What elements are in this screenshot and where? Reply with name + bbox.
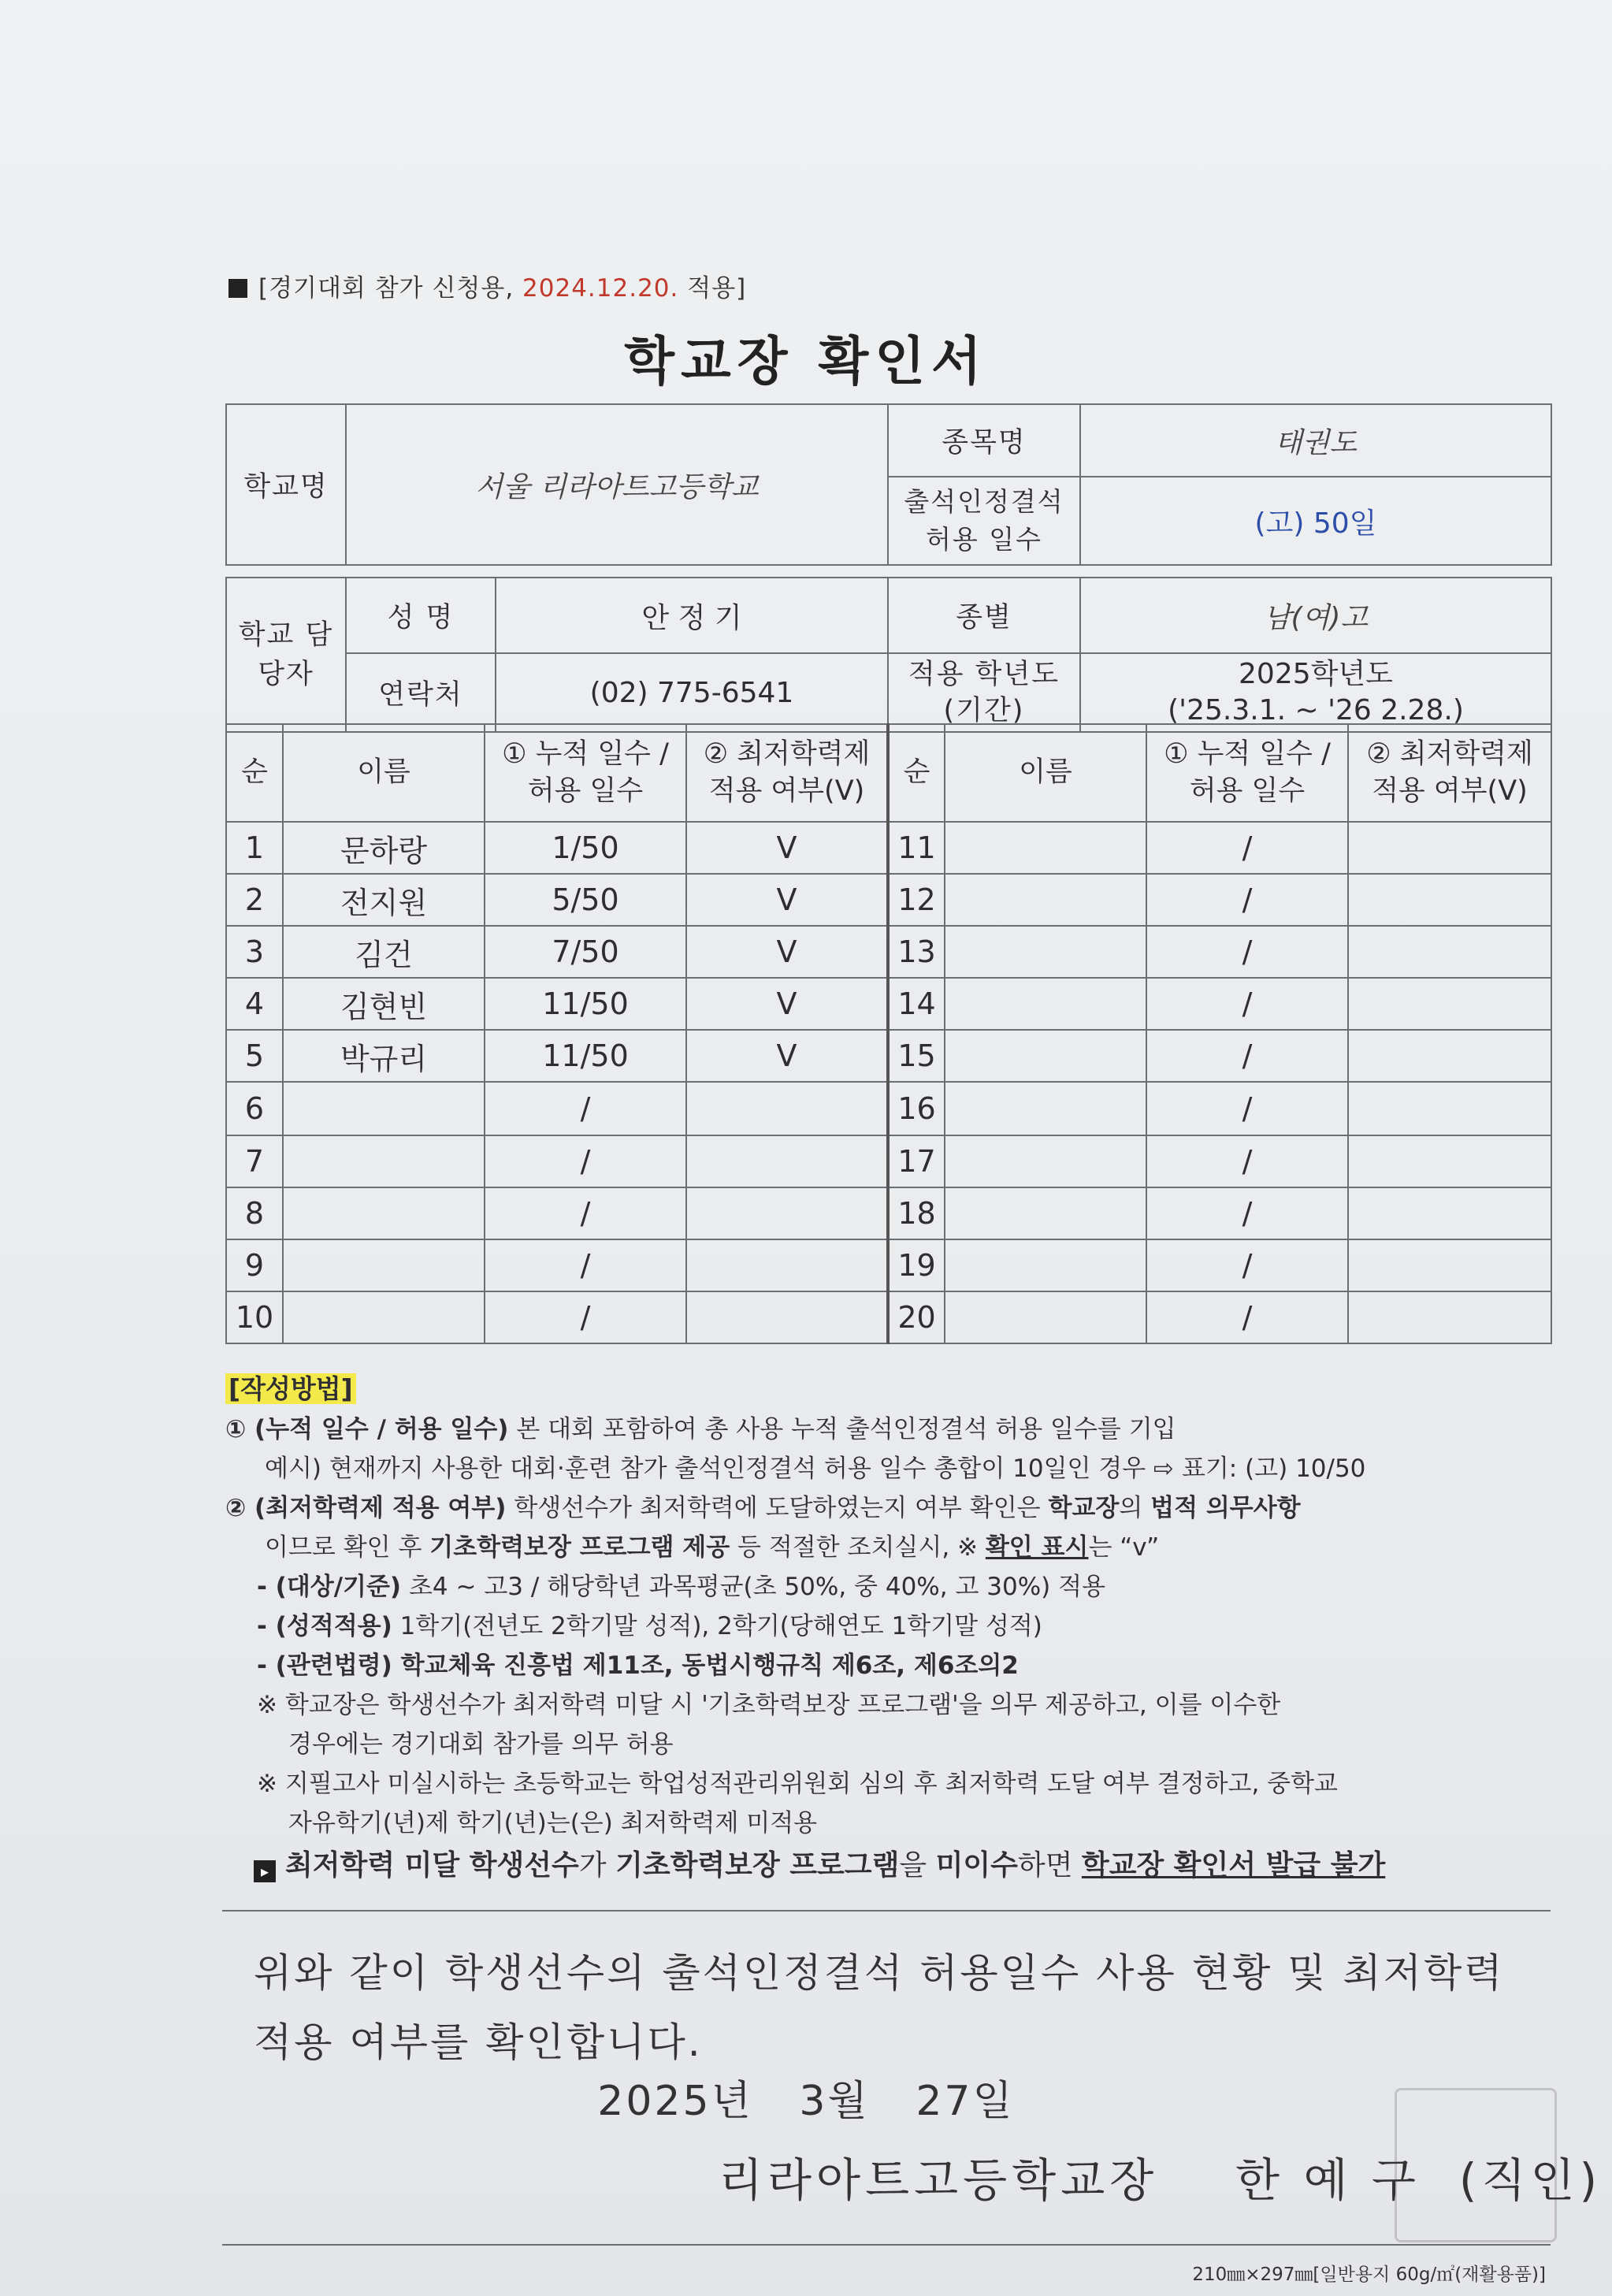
absence-days-used: 1/50 — [485, 822, 686, 874]
student-name — [945, 926, 1146, 978]
form-usage-note: [경기대회 참가 신청용, 2024.12.20. 적용] — [228, 268, 746, 303]
absence-days-used: / — [1146, 1135, 1348, 1187]
min-academic-check: V — [686, 926, 888, 978]
student-name: 박규리 — [283, 1030, 485, 1082]
min-academic-check: V — [686, 874, 888, 926]
roster-row — [226, 1082, 1551, 1135]
school-info-table — [225, 403, 1552, 733]
min-academic-check — [686, 1082, 888, 1135]
student-number: 17 — [888, 1135, 945, 1187]
col-min-header: ② 최저학력제 적용 여부(V) — [686, 724, 888, 822]
student-number: 19 — [888, 1239, 945, 1291]
arrow-box-icon: ▸ — [254, 1860, 276, 1882]
absence-days-used: / — [1146, 1030, 1348, 1082]
absence-days-used: 11/50 — [485, 1030, 686, 1082]
min-academic-check — [686, 1135, 888, 1187]
student-name — [283, 1187, 485, 1239]
confirmation-line-1: 위와 같이 학생선수의 출석인정결석 허용일수 사용 현황 및 최저학력 — [254, 1950, 1505, 1996]
student-name — [945, 874, 1146, 926]
student-name: 김건 — [283, 926, 485, 978]
roster-row — [226, 1291, 1551, 1343]
document-title: 학교장 확인서 — [624, 331, 988, 392]
student-number: 10 — [226, 1291, 283, 1343]
student-number: 16 — [888, 1082, 945, 1135]
sport-value: 태권도 — [1080, 404, 1551, 477]
roster-row — [226, 926, 1551, 978]
method-note-2: ※ 지필고사 미실시하는 초등학교는 학업성적관리위원회 심의 후 최저학력 도달 여부 결정하고, 중학교 — [257, 1770, 1339, 1798]
absence-days-used: / — [1146, 1187, 1348, 1239]
min-academic-check — [1348, 926, 1551, 978]
student-name — [945, 822, 1146, 874]
student-number: 3 — [226, 926, 283, 978]
student-number: 20 — [888, 1291, 945, 1343]
min-academic-check — [1348, 1030, 1551, 1082]
method-final-warning: ▸ 최저학력 미달 학생선수가 기초학력보장 프로그램을 미이수하면 학교장 확인서 발급 불가 — [225, 1846, 1565, 1885]
col-no-header: 순 — [226, 724, 283, 822]
absence-days-value: (고) 50일 — [1080, 477, 1551, 565]
student-name — [283, 1135, 485, 1187]
absence-days-used: / — [1146, 978, 1348, 1030]
student-number: 12 — [888, 874, 945, 926]
manager-contact-value: (02) 775-6541 — [496, 653, 888, 732]
col-name-header: 이름 — [945, 724, 1146, 822]
student-number: 9 — [226, 1239, 283, 1291]
roster-header-row — [226, 724, 1551, 822]
writing-method-section — [225, 1369, 1565, 1885]
absence-days-used: 7/50 — [485, 926, 686, 978]
absence-days-used: 11/50 — [485, 978, 686, 1030]
method-sub-law: - (관련법령) 학교체육 진흥법 제11조, 동법시행규칙 제6조, 제6조의2 — [257, 1651, 1019, 1680]
min-academic-check — [686, 1239, 888, 1291]
student-number: 11 — [888, 822, 945, 874]
method-sub-target: - (대상/기준) 초4 ~ 고3 / 해당학년 과목평균(초 50%, 중 40%, 고 30%) 적용 — [257, 1573, 1106, 1601]
school-manager-label: 학교 담당자 — [226, 578, 346, 732]
student-number: 4 — [226, 978, 283, 1030]
student-number: 7 — [226, 1135, 283, 1187]
student-number: 8 — [226, 1187, 283, 1239]
confirmation-statement — [254, 1938, 1562, 2077]
roster-row — [226, 822, 1551, 874]
student-number: 15 — [888, 1030, 945, 1082]
absence-days-used: / — [485, 1082, 686, 1135]
col-no-header: 순 — [888, 724, 945, 822]
applied-year-cell — [1080, 653, 1551, 732]
roster-row — [226, 1239, 1551, 1291]
student-name — [283, 1291, 485, 1343]
student-name — [945, 1030, 1146, 1082]
min-academic-check — [686, 1291, 888, 1343]
absence-days-label: 출석인정결석 허용 일수 — [888, 477, 1080, 565]
min-academic-check: V — [686, 1030, 888, 1082]
student-number: 14 — [888, 978, 945, 1030]
student-name — [945, 1082, 1146, 1135]
min-academic-check: V — [686, 822, 888, 874]
student-name — [945, 1291, 1146, 1343]
min-academic-check — [1348, 978, 1551, 1030]
applied-year-value: 2025학년도 — [1239, 658, 1393, 690]
paper-spec: 210㎜×297㎜[일반용지 60g/㎡(재활용품)] — [1192, 2264, 1546, 2285]
student-number: 1 — [226, 822, 283, 874]
student-name: 김현빈 — [283, 978, 485, 1030]
min-academic-check — [1348, 1239, 1551, 1291]
student-name: 문하랑 — [283, 822, 485, 874]
confirmation-line-2: 적용 여부를 확인합니다. — [254, 2019, 703, 2065]
student-roster-table — [225, 723, 1552, 1344]
student-name — [945, 1239, 1146, 1291]
manager-name-label: 성 명 — [346, 578, 496, 653]
absence-days-used: / — [485, 1239, 686, 1291]
student-number: 2 — [226, 874, 283, 926]
method-sub-grades: - (성적적용) 1학기(전년도 2학기말 성적), 2학기(당해연도 1학기말 성적) — [257, 1612, 1042, 1640]
square-bullet-icon — [228, 279, 247, 298]
absence-days-used: / — [485, 1135, 686, 1187]
roster-row — [226, 1030, 1551, 1082]
min-academic-check — [1348, 1291, 1551, 1343]
min-academic-check — [1348, 1082, 1551, 1135]
method-item-2-cont: 이므로 확인 후 기초학력보장 프로그램 제공 등 적절한 조치실시, ※ 확인 표시는 “v” — [265, 1533, 1160, 1562]
min-academic-check — [1348, 874, 1551, 926]
student-number: 6 — [226, 1082, 283, 1135]
school-name-label: 학교명 — [226, 404, 346, 565]
applied-year-label: 적용 학년도 (기간) — [888, 653, 1080, 732]
roster-row — [226, 874, 1551, 926]
gender-value: 남(여)고 — [1080, 578, 1551, 653]
manager-name-value: 안 정 기 — [496, 578, 888, 653]
sport-label: 종목명 — [888, 404, 1080, 477]
min-academic-check — [686, 1187, 888, 1239]
roster-body — [226, 822, 1551, 1343]
method-item-2: ② (최저학력제 적용 여부) 학생선수가 최저학력에 도달하였는지 여부 확인은 학교장의 법적 의무사항 — [225, 1494, 1301, 1522]
min-academic-check: V — [686, 978, 888, 1030]
col-days-header: ① 누적 일수 / 허용 일수 — [485, 724, 686, 822]
min-academic-check — [1348, 1187, 1551, 1239]
gender-label: 종별 — [888, 578, 1080, 653]
applied-date: 2024.12.20. — [522, 274, 679, 303]
student-name — [945, 1135, 1146, 1187]
student-name — [945, 1187, 1146, 1239]
student-name — [283, 1082, 485, 1135]
applied-year-period: ('25.3.1. ~ '26 2.28.) — [1168, 694, 1464, 726]
absence-days-used: / — [1146, 822, 1348, 874]
absence-days-used: / — [485, 1291, 686, 1343]
method-note-1-cont: 경우에는 경기대회 참가를 의무 허용 — [288, 1730, 674, 1759]
absence-days-used: / — [1146, 926, 1348, 978]
student-number: 13 — [888, 926, 945, 978]
divider-line — [222, 1910, 1551, 1911]
issue-date: 2025년 3월 27일 — [597, 2078, 1015, 2125]
student-name — [945, 978, 1146, 1030]
min-academic-check — [1348, 1135, 1551, 1187]
roster-row — [226, 978, 1551, 1030]
absence-days-used: / — [1146, 1239, 1348, 1291]
col-min-header: ② 최저학력제 적용 여부(V) — [1348, 724, 1551, 822]
col-name-header: 이름 — [283, 724, 485, 822]
method-item-1-example: 예시) 현재까지 사용한 대회·훈련 참가 출석인정결석 허용 일수 총합이 10일인 경우 ⇨ 표기: (고) 10/50 — [265, 1455, 1366, 1483]
roster-row — [226, 1135, 1551, 1187]
principal-signature: 리라아트고등학교장 한 예 구 (직인) — [719, 2153, 1603, 2207]
student-number: 18 — [888, 1187, 945, 1239]
roster-row — [226, 1187, 1551, 1239]
absence-days-used: 5/50 — [485, 874, 686, 926]
method-note-1: ※ 학교장은 학생선수가 최저학력 미달 시 '기초학력보장 프로그램'을 의무 제공하고, 이를 이수한 — [257, 1691, 1281, 1719]
min-academic-check — [1348, 822, 1551, 874]
absence-days-used: / — [485, 1187, 686, 1239]
absence-days-used: / — [1146, 874, 1348, 926]
student-name — [283, 1239, 485, 1291]
method-note-2-cont: 자유학기(년)제 학기(년)는(은) 최저학력제 미적용 — [288, 1809, 818, 1837]
divider-line — [222, 2244, 1551, 2246]
student-number: 5 — [226, 1030, 283, 1082]
school-name-value: 서울 리라아트고등학교 — [346, 404, 888, 565]
col-days-header: ① 누적 일수 / 허용 일수 — [1146, 724, 1348, 822]
absence-days-used: / — [1146, 1291, 1348, 1343]
manager-contact-label: 연락처 — [346, 653, 496, 732]
absence-days-used: / — [1146, 1082, 1348, 1135]
method-item-1: ① (누적 일수 / 허용 일수) 본 대회 포함하여 총 사용 누적 출석인정결석 허용 일수를 기입 — [225, 1415, 1176, 1443]
writing-method-heading: [작성방법] — [225, 1373, 356, 1404]
student-name: 전지원 — [283, 874, 485, 926]
